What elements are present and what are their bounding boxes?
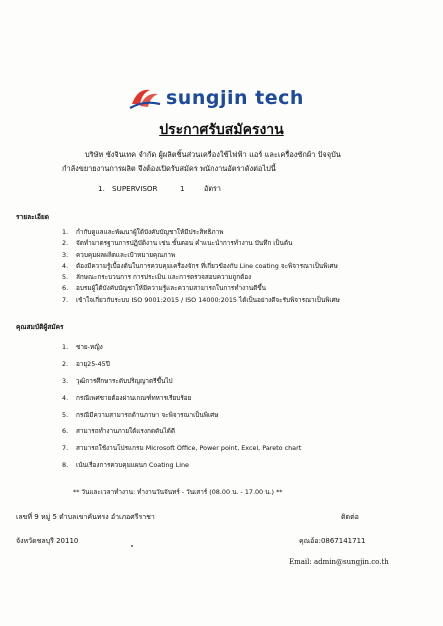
intro-line-2: กำลังขยายงานการผลิต จึงต้องเปิดรับสมัคร พนักงานอัตราดังต่อไปนี้ xyxy=(62,164,276,173)
list-item xyxy=(62,440,301,457)
list-item xyxy=(62,373,301,390)
item-number: 3. xyxy=(62,250,69,259)
contact-email: Email: admin@sungjin.co.th xyxy=(289,558,389,566)
duties-list xyxy=(62,227,340,306)
list-item xyxy=(62,407,301,424)
item-number: 8. xyxy=(62,461,69,470)
list-item xyxy=(62,390,301,407)
item-text: เน้นเรื่องการควบคุมแผนก Coating Line xyxy=(76,461,189,470)
item-text: กรณีมีความสามารถด้านภาษา จะพิจารณาเป็นพิเศษ xyxy=(76,410,219,419)
list-item xyxy=(62,423,301,440)
company-logo xyxy=(128,84,304,112)
item-number: 6. xyxy=(62,427,69,436)
list-item xyxy=(62,339,301,356)
item-text: ต้องมีความรู้เบื้องต้นในการควบคุมเครื่องจักร ที่เกี่ยวข้องกับ Line coating จะพิจารณาเป็นพิเศษ xyxy=(76,261,338,270)
list-item xyxy=(62,272,340,283)
position-line xyxy=(98,184,221,195)
logo-text: sungjin tech xyxy=(166,87,304,109)
list-item xyxy=(62,283,340,294)
item-number: 5. xyxy=(62,273,69,282)
position-number: 1. xyxy=(98,184,105,193)
item-text: ลักษณะกระบวนการ การประเมิน และการตรวจสอบความถูกต้อง xyxy=(76,273,252,282)
list-item xyxy=(62,457,301,474)
qualifications-list xyxy=(62,339,301,474)
contact-phone: คุณอ้อ:0867141711 xyxy=(299,537,366,545)
qualifications-heading: คุณสมบัติผู้สมัคร xyxy=(16,323,64,331)
item-text: อบรมผู้ใต้บังคับบัญชาให้มีความรู้และความสามารถในการทำงานดีขึ้น xyxy=(76,284,267,293)
page-title: ประกาศรับสมัครงาน xyxy=(159,122,284,138)
item-number: 4. xyxy=(62,261,69,270)
item-number: 2. xyxy=(62,359,69,368)
stray-dot xyxy=(131,545,133,547)
item-number: 1. xyxy=(62,228,69,236)
item-number: 6. xyxy=(62,284,69,293)
list-item xyxy=(62,261,340,272)
item-number: 3. xyxy=(62,376,69,385)
sungjin-logo-icon xyxy=(128,84,162,112)
address-line-2: จังหวัดชลบุรี 20110 xyxy=(16,537,79,545)
item-text: วุฒิการศึกษาระดับปริญญาตรีขึ้นไป xyxy=(76,376,173,385)
list-item xyxy=(62,295,340,306)
item-number: 7. xyxy=(62,444,69,453)
item-text: จัดทำมาตรฐานการปฏิบัติงาน เช่น ขั้นตอน คำแนะนำการทำงาน บันทึก เป็นต้น xyxy=(76,239,293,248)
position-name: SUPERVISOR xyxy=(112,184,158,193)
list-item xyxy=(62,356,301,373)
item-text: สามารถใช้งานโปรแกรม Microsoft Office, Power point, Excel, Pareto chart xyxy=(76,444,302,453)
contact-label: ติดต่อ xyxy=(341,513,359,521)
item-number: 7. xyxy=(62,295,69,304)
list-item xyxy=(62,238,340,249)
position-unit: อัตรา xyxy=(204,184,221,193)
item-text: อายุ25-45ปี xyxy=(76,359,110,368)
item-text: สามารถทำงานภายใต้แรงกดดันได้ดี xyxy=(76,427,176,436)
list-item xyxy=(62,227,340,238)
item-number: 4. xyxy=(62,393,69,402)
position-quantity: 1 xyxy=(180,184,185,193)
item-number: 1. xyxy=(62,343,69,351)
intro-line-1: บริษัท ซังจินเทค จำกัด ผู้ผลิตชิ้นส่วนเครื่องใช้ไฟฟ้า แอร์ และเครื่องซักผ้า ปัจจุบัน xyxy=(85,150,341,159)
item-text: กรณีเพศชายต้องผ่านเกณฑ์ทหารเรียบร้อย xyxy=(76,393,192,402)
duties-heading: รายละเอียด xyxy=(16,213,50,221)
item-text: เข้าใจเกี่ยวกับระบบ ISO 9001:2015 / ISO 14000:2015 ได้เป็นอย่างดีจะรับพิจารณาเป็นพิเศษ xyxy=(76,295,340,304)
list-item xyxy=(62,250,340,261)
address-line-1: เลขที่ 9 หมู่ 5 ตำบลเขาคันทรง อำเภอศรีราชา xyxy=(16,513,155,521)
item-text: ชาย-หญิง xyxy=(76,343,103,351)
item-number: 5. xyxy=(62,410,69,419)
working-hours: ** วันและเวลาทำงาน: ทำงานวันจันทร์ - วันเสาร์ (08.00 น. - 17.00 น.) ** xyxy=(73,488,283,496)
item-number: 2. xyxy=(62,239,69,248)
item-text: กำกับดูแลและพัฒนาผู้ใต้บังคับบัญชาให้มีประสิทธิภาพ xyxy=(76,228,224,236)
item-text: ควบคุมผลผลิตและเป้าหมายคุณภาพ xyxy=(76,250,176,259)
